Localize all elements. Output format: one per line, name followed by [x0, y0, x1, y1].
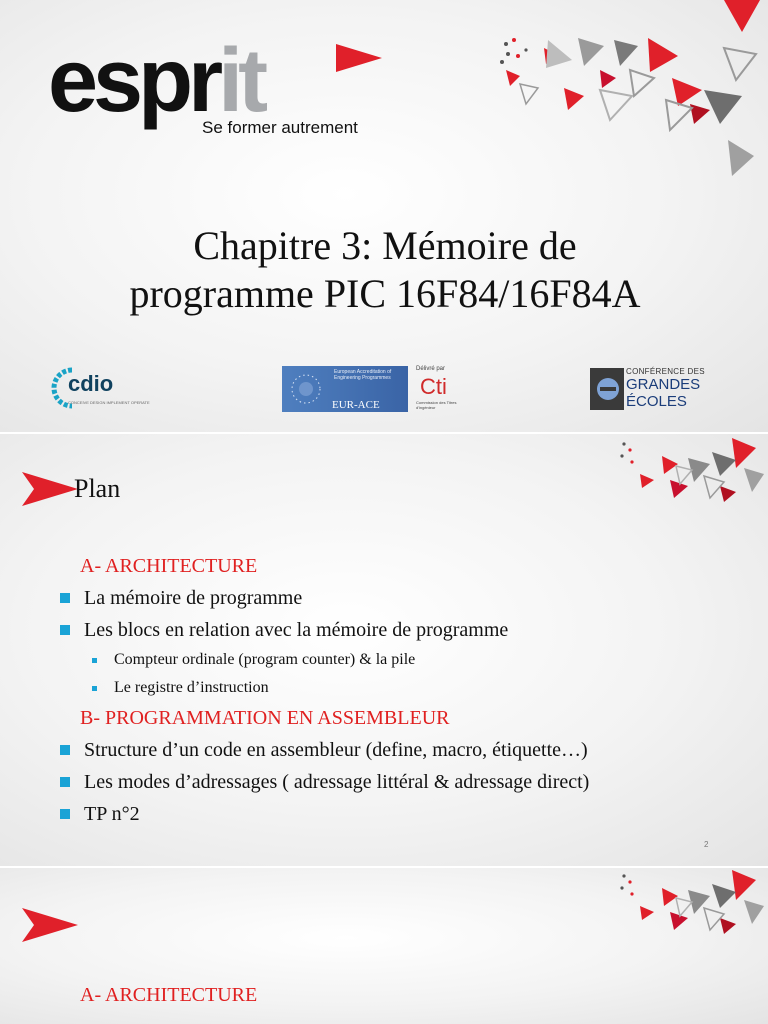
red-arrow-icon — [22, 908, 78, 942]
square-bullet-icon — [92, 658, 97, 663]
cti-logo: Cti — [420, 374, 447, 399]
red-arrow-icon — [22, 472, 78, 506]
eur-ace-badge: European Accreditation of Engineering Programmes EUR-ACE — [282, 366, 408, 412]
outline-item: Les blocs en relation avec la mémoire de programme — [56, 616, 736, 648]
section-heading: B- PROGRAMMATION EN ASSEMBLEUR — [80, 707, 450, 729]
title-line-2: programme PIC 16F84/16F84A — [129, 271, 641, 316]
plan-slide — [0, 434, 768, 866]
square-bullet-icon — [92, 686, 97, 691]
decorative-triangles — [480, 0, 768, 180]
title-line-1: Chapitre 3: Mémoire de — [193, 223, 577, 268]
section-heading: A- ARCHITECTURE — [80, 984, 258, 1006]
esprit-logo — [48, 31, 388, 146]
plan-outline — [56, 552, 736, 832]
outline-subitem: Compteur ordinale (program counter) & la pile — [56, 648, 736, 676]
title-slide — [0, 0, 768, 432]
outline-item: TP n°2 — [56, 800, 736, 832]
cge-emblem-icon — [590, 368, 624, 410]
square-bullet-icon — [60, 625, 70, 635]
square-bullet-icon — [60, 593, 70, 603]
square-bullet-icon — [60, 745, 70, 755]
slide-title — [40, 222, 730, 318]
cge-logo: CONFÉRENCE DES GRANDES ÉCOLES — [588, 362, 738, 416]
decorative-triangles — [612, 870, 768, 942]
outline-item: Les modes d’adressages ( adressage littéral & adressage direct) — [56, 768, 736, 800]
logo-tagline: Se former autrement — [202, 118, 358, 137]
square-bullet-icon — [60, 809, 70, 819]
eur-ace-logo: European Accreditation of Engineering Programmes EUR-ACE Délivré par Cti Commission des Titres d'ingénieur — [282, 362, 464, 416]
slide-heading: Plan — [74, 474, 121, 503]
architecture-slide — [0, 868, 768, 1024]
logo-wordmark: esprit — [48, 31, 264, 131]
section-heading: A- ARCHITECTURE — [80, 555, 258, 577]
page-number: 2 — [704, 840, 709, 849]
logo-red-triangle-icon — [336, 44, 382, 72]
cdio-logo: cdio CONCEIVE DESIGN IMPLEMENT OPERATE — [50, 362, 160, 416]
outline-item: Structure d’un code en assembleur (define, macro, étiquette…) — [56, 736, 736, 768]
outline-subitem: Le registre d’instruction — [56, 676, 736, 704]
outline-item: La mémoire de programme — [56, 584, 736, 616]
square-bullet-icon — [60, 777, 70, 787]
decorative-triangles — [612, 438, 768, 510]
eu-stars-icon — [286, 372, 326, 406]
